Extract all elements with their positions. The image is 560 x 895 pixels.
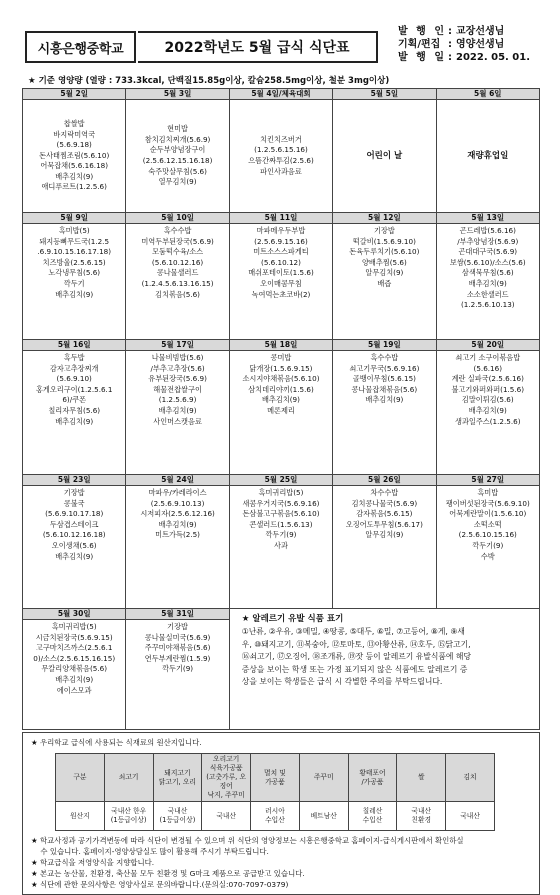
day-menu — [126, 100, 229, 213]
menu-item: 곤대대구국(5.6.9) — [458, 247, 518, 257]
menu-item: 김치콩나물국(5.6.9) — [351, 498, 418, 508]
day-menu — [436, 351, 539, 475]
publisher-label: 발 행 인 — [398, 26, 444, 37]
menu-item: 참치김치찌개(5.6.9) — [144, 134, 211, 144]
day-header: 5월 12일 — [333, 213, 436, 224]
menu-item: 돈삼불고구볶음(5.6.10) — [242, 509, 320, 519]
day-header: 5월 27일 — [436, 475, 539, 486]
menu-item: 흑미귀리밥(5) — [258, 488, 304, 497]
menu-item: 흑수수밥 — [370, 353, 399, 362]
day-menu — [126, 620, 229, 730]
day-menu — [333, 100, 436, 213]
origin-header-cell: 쌀 — [397, 754, 446, 802]
menu-item: (2.5.6.12.15.16.18) — [142, 156, 213, 165]
menu-item: 메론제리 — [267, 405, 295, 415]
date-value: 2022. 05. 01. — [456, 52, 531, 63]
menu-item: 어묵잡채(5.6.16.18) — [40, 161, 109, 171]
menu-item: (1.2.5.6.15.16) — [254, 145, 308, 155]
menu-item: 불고기와퍼와퍼(1.5.6) — [451, 384, 525, 394]
menu-item: 소떡소떡 — [473, 519, 502, 529]
menu-item: 마파우/카레라이스 — [148, 488, 207, 497]
menu-item: 콘샐러드(1.5.6.13) — [249, 519, 313, 529]
menu-item: 깍두기 — [63, 278, 85, 288]
note-line: ★ 식단에 관한 문의사항은 영양사실로 문의바랍니다.(문의실:070-7097-0379) — [31, 880, 289, 889]
menu-item: 수박 — [480, 551, 495, 561]
menu-item: (1.2.5.6.9) — [158, 395, 197, 405]
menu-item: 콩나물샐러드 — [156, 268, 199, 278]
menu-item: (2.5.6.10.15.16) — [458, 530, 517, 540]
menu-item: 흑두밥 — [63, 353, 85, 362]
menu-item: 순두부양념장구이 — [149, 145, 206, 155]
day-header: 5월 26일 — [333, 475, 436, 486]
menu-item: 배추김치(9) — [468, 278, 507, 288]
menu-item: 돈사태찜조림(5.6.10) — [39, 150, 110, 160]
note-line: ★ 학교급식을 저영양식을 지향합니다. — [31, 858, 155, 867]
day-header: 5월 19일 — [333, 340, 436, 351]
menu-item: 미트가득(2.5) — [155, 530, 200, 540]
day-header: 5월 25일 — [229, 475, 332, 486]
menu-item: 미트소스스파게티 — [253, 247, 309, 257]
origin-header-row — [56, 754, 495, 802]
menu-item: 김치볶음(5.6) — [155, 289, 200, 299]
allergy-line: 상을 보이는 학생들은 급식 시 각별한 주의를 부탁드립니다. — [241, 677, 443, 687]
header — [22, 22, 540, 72]
menu-item: 모둠떡수육/소스 — [152, 247, 204, 257]
menu-item: 녹여먹는초코바(2) — [251, 289, 311, 299]
menu-item: 현미밥 — [167, 124, 188, 134]
menu-item: 감자볶음(5.6.15) — [356, 509, 413, 519]
menu-item: 흑미밥(5) — [58, 226, 90, 235]
menu-item: (2.5.6.9.10.13) — [150, 498, 205, 508]
menu-item: 배추김치(9) — [55, 551, 94, 561]
note-line: ★ 본교는 농산물, 친환경, 축산물 모두 친환경 및 G마크 제품으로 공급받고 있습니다. — [31, 869, 305, 878]
menu-item: 계란 실파국(2.5.6.16) — [451, 374, 524, 384]
allergy-line: 증상을 보이는 학생 또는 가정 표기되지 않은 식품에도 알레르기 증 — [241, 664, 468, 674]
origin-header-cell: 김치 — [446, 754, 495, 802]
menu-item: (5.6.16) — [473, 363, 503, 373]
menu-item: 쇠고기무국(5.6.9.16) — [349, 363, 420, 373]
origin-value-cell: 국내산 한우 (1등급이상) — [104, 802, 153, 831]
menu-item: 골뱅이무침(5.6.15) — [352, 374, 416, 384]
menu-item: 배추김치(9) — [468, 405, 507, 415]
menu-item: 나물비빔밥(5.6) — [151, 353, 204, 362]
menu-item: 으뜸간짜투김(2.5.6) — [248, 156, 314, 165]
day-header: 5월 2일 — [23, 89, 126, 100]
menu-item: 생과일주스(1.2.5.6) — [455, 416, 521, 426]
day-header: 5월 18일 — [229, 340, 332, 351]
editor-row: 기획/편집 : 영양선생님 — [398, 39, 505, 50]
menu-item: 배추김치(9) — [55, 289, 94, 299]
menu-item: 배추김치(9) — [158, 519, 197, 529]
menu-item: 감자고추장찌개 — [49, 363, 99, 373]
allergy-line: ⑯쇠고기, ⑰오징어, ⑱조개류, ⑲잣 등이 알레르기 유발식품에 해당 — [241, 652, 471, 662]
menu-item: 어린이 날 — [366, 150, 403, 161]
origin-value-cell: 국내산 (1등급이상) — [153, 802, 202, 831]
menu-item: 기장밥 — [373, 226, 395, 235]
menu-item: (5.6.10.12) — [261, 257, 301, 267]
menu-item: 콩나물잡채볶음(5.6) — [351, 384, 418, 394]
day-menu — [229, 351, 332, 475]
menu-item: 팽이버섯된장국(5.6.9.10) — [445, 498, 530, 508]
menu-item: 재량휴업일 — [467, 150, 509, 161]
menu-item: 흑수수밥 — [163, 226, 192, 235]
menu-item: (5.6.9.10.17.18) — [45, 509, 104, 519]
menu-item: 흑미귀리밥(5) — [51, 622, 97, 631]
day-menu — [23, 351, 126, 475]
menu-item: 애디푸르트(1.2.5.6) — [41, 182, 107, 192]
day-header: 5월 10일 — [126, 213, 229, 224]
menu-item: (5.6.10.12.16) — [151, 257, 204, 267]
menu-item: (1.2.4.5.6.13.16.15) — [141, 278, 214, 288]
menu-item: 흑미밥 — [477, 488, 499, 497]
day-menu — [23, 224, 126, 340]
allergy-line: ①난류, ②우유, ③메밀, ④땅콩, ⑤대두, ⑥밀, ⑦고등어, ⑧게, ⑨새 — [241, 627, 465, 637]
menu-item: 열무김치(9) — [158, 177, 197, 187]
origin-value-cell: 칠레산 수입산 — [348, 802, 397, 831]
origin-header-cell: 황태포어 /가공품 — [348, 754, 397, 802]
menu-item: 떡갈비(1.5.6.9.10) — [352, 236, 416, 246]
day-menu — [23, 620, 126, 730]
sheet-title: 2022학년도 5월 급식 식단표 — [138, 31, 378, 63]
editor-value: 영양선생님 — [456, 39, 505, 50]
menu-item: 콩불국 — [63, 498, 85, 508]
menu-item: (5.6.9.18) — [56, 140, 92, 150]
menu-item: 에이스모과 — [56, 685, 92, 695]
menu-item: 오이생채(5.6) — [51, 540, 97, 550]
menu-item: 연두부계란찜(1.5.9) — [144, 653, 211, 663]
menu-item: 찹쌀밥 — [63, 118, 85, 128]
allergy-line: 우, ⑩돼지고기, ⑪복숭아, ⑫토마토, ⑬아황산류, ⑭호두, ⑮닭고기, — [241, 639, 471, 649]
menu-item: 시금치된장국(5.6.9.15) — [35, 632, 113, 642]
menu-item: 소시지야채볶음(5.6.10) — [242, 374, 320, 384]
menu-item: 기장밥 — [167, 622, 188, 631]
menu-item: 배추김치(9) — [55, 416, 94, 426]
menu-item: 돼지등뼈무드국(1.2.5 — [39, 236, 110, 246]
menu-item: 6)/쿠폰 — [62, 395, 87, 405]
day-header: 5월 31일 — [126, 609, 229, 620]
menu-item: 유부된장국(5.6.9) — [148, 374, 207, 384]
day-header: 5월 24일 — [126, 475, 229, 486]
publisher-row: 발 행 인 : 교장선생님 — [398, 26, 505, 37]
menu-item: 콩나물실미국(5.6.9) — [144, 632, 211, 642]
note-lines — [31, 835, 529, 890]
note-line: ★ 학교사정과 공기가격변동에 따라 식단이 변경될 수 있으며 위 식단의 영양정보는 시흥은행중학교 홈페이지-급식게시판에서 확인하실 — [31, 836, 464, 845]
menu-item: 오징어도투무침(5.6.17) — [345, 519, 423, 529]
menu-item: 두삼겹스테이크 — [49, 519, 99, 529]
menu-item: 치킨치즈버거 — [260, 134, 302, 144]
menu-item: 어묵계란말이(1.5.6.10) — [449, 509, 527, 519]
day-header: 5월 6일 — [436, 89, 539, 100]
menu-item: /부추고추장(5.6) — [150, 363, 205, 373]
menu-item: 배추김치(9) — [55, 171, 94, 181]
day-header: 5월 23일 — [23, 475, 126, 486]
day-menu — [229, 100, 332, 213]
menu-item: 사인머스캣음료 — [153, 416, 202, 426]
menu-item: 보쌈(5.6.10)/소스(5.6) — [449, 257, 526, 267]
menu-item: 새콤우거지국(5.6.9.16) — [242, 498, 320, 508]
menu-item: 알무김치(9) — [365, 268, 404, 278]
menu-item: 돈육두루치기(5.6.10) — [349, 247, 420, 257]
origin-value-cell: 베트남산 — [299, 802, 348, 831]
menu-item: 기장밥 — [63, 488, 85, 497]
date-row: 발 행 일 : 2022. 05. 01. — [398, 52, 531, 63]
menu-item: 칠리자무침(5.6) — [48, 405, 101, 415]
menu-item: 깍두기(9) — [162, 664, 194, 674]
day-menu — [333, 351, 436, 475]
origin-header-cell: 구분 — [56, 754, 105, 802]
menu-item: 무칼리양채볶음(5.6) — [41, 664, 108, 674]
menu-item: 파인사과음료 — [260, 166, 302, 176]
publisher-value: 교장선생님 — [456, 26, 505, 37]
menu-item: 깍두기(9) — [472, 540, 504, 550]
day-menu — [229, 486, 332, 609]
editor-label: 기획/편집 — [398, 39, 441, 50]
day-header: 5월 3일 — [126, 89, 229, 100]
day-menu — [436, 100, 539, 213]
menu-item: 양배추찜(5.6) — [361, 257, 407, 267]
menu-item: 고구마치즈까스(2.5.6.1 — [35, 643, 113, 653]
menu-item: 주꾸미야채볶음(5.6) — [144, 643, 211, 653]
day-header: 5월 17일 — [126, 340, 229, 351]
origin-header-cell: 멸치 및 가공품 — [251, 754, 300, 802]
menu-item: 곤드레밥(5.6.16) — [459, 226, 516, 235]
origin-header-cell: 주꾸미 — [299, 754, 348, 802]
school-name: 시흥은행중학교 — [25, 31, 136, 63]
menu-item: (2.5.6.9.15.16) — [254, 236, 308, 246]
menu-item: 배즙 — [377, 278, 392, 288]
origin-header-cell: 오리고기 식육가공품 (고춧가루, 오징어 낙지, 주꾸미 — [202, 754, 251, 802]
menu-item: 배추김치(9) — [261, 395, 300, 405]
menu-item: (5.6.10.12.16.18) — [42, 530, 106, 540]
menu-item: 사과 — [274, 540, 288, 550]
menu-item: 깍두기(9) — [265, 530, 297, 540]
menu-item: (5.6.9.10) — [56, 374, 92, 384]
menu-item: 0)/소스(2.5.6.15.16.15) — [33, 653, 116, 663]
day-menu — [23, 100, 126, 213]
menu-item: 노각냉무침(5.6) — [48, 268, 101, 278]
menu-item: 치즈방울(2.5.6.15) — [42, 257, 106, 267]
menu-item: .6.9.10.15.16.17.18) — [37, 247, 112, 257]
day-menu — [126, 351, 229, 475]
day-header: 5월 11일 — [229, 213, 332, 224]
origin-value-cell: 국내산 친환경 — [397, 802, 446, 831]
origin-value-cell: 국내산 — [446, 802, 495, 831]
notes-box — [22, 732, 540, 895]
menu-item: 매쉬포테이토(1.5.6) — [248, 268, 314, 278]
day-header: 5월 13일 — [436, 213, 539, 224]
menu-item: 배추김치(9) — [158, 405, 197, 415]
menu-item: 삼치데리야끼(1.5.6) — [248, 384, 314, 394]
origin-value-row — [56, 802, 495, 831]
menu-item: 배추김치(9) — [55, 674, 94, 684]
day-header: 5월 9일 — [23, 213, 126, 224]
nutrition-standard: ★ 기준 영양량 (열량 : 733.3kcal, 단백질15.85g이상, 칼슘258.5mg이상, 철분 3mg이상) — [28, 76, 390, 86]
menu-item: 차수수밥 — [370, 488, 399, 497]
origin-intro: ★ 우리학교 급식에 사용되는 식재료의 원산지입니다. — [31, 738, 202, 747]
day-header: 5월 5일 — [333, 89, 436, 100]
day-menu — [126, 486, 229, 609]
day-header: 5월 16일 — [23, 340, 126, 351]
menu-item: 소소한샐러드 — [466, 289, 509, 299]
note-line: 수 있습니다. 홈페이지-영양상담실도 많이 활용해 주시기 부탁드립니다. — [31, 847, 269, 856]
menu-item: 배추김치(9) — [365, 395, 404, 405]
origin-value-cell: 국내산 — [202, 802, 251, 831]
day-menu — [126, 224, 229, 340]
menu-item: 해물전찹쌀구이 — [153, 384, 202, 394]
menu-item: 오이매콤무침 — [260, 278, 302, 288]
menu-item: 마파메우두부밥 — [256, 226, 306, 235]
day-menu — [436, 224, 539, 340]
day-header: 5월 30일 — [23, 609, 126, 620]
day-menu — [436, 486, 539, 609]
origin-header-cell: 돼지고기 닭고기, 오리 — [153, 754, 202, 802]
publication-info — [398, 25, 548, 64]
origin-value-cell: 러시아 수입산 — [251, 802, 300, 831]
menu-item: 미역두부된장국(5.6.9) — [141, 236, 214, 246]
day-header: 5월 20일 — [436, 340, 539, 351]
allergy-notice — [229, 609, 539, 730]
date-label: 발 행 일 — [398, 52, 444, 63]
menu-item: 콩미밥 — [270, 353, 292, 362]
menu-item: /부추양념장(5.6.9) — [457, 236, 519, 246]
origin-header-cell: 쇠고기 — [104, 754, 153, 802]
menu-sheet — [22, 22, 540, 895]
day-menu — [23, 486, 126, 609]
day-menu — [333, 224, 436, 340]
day-menu — [333, 486, 436, 609]
day-header: 5월 4일/체육대회 — [229, 89, 332, 100]
menu-item: 시저피자(2.5.6.12.16) — [140, 509, 215, 519]
menu-item: 쇠고기 소구이볶음밥 — [455, 353, 521, 362]
menu-item: 닭개장(1.5.6.9.15) — [249, 363, 313, 373]
menu-item: 삼색묵무침(5.6) — [461, 268, 514, 278]
menu-item: 알무김치(9) — [365, 530, 404, 540]
day-menu — [229, 224, 332, 340]
menu-item: 바지락미역국 — [53, 129, 96, 139]
allergy-title: ★ 알레르기 유발 식품 표기 — [241, 614, 344, 624]
menu-item: 김말이튀김(5.6) — [461, 395, 514, 405]
menu-item: 숙주맛살무침(5.6) — [148, 166, 207, 176]
origin-table — [55, 753, 495, 831]
origin-value-cell: 원산지 — [56, 802, 105, 831]
menu-calendar — [22, 88, 540, 730]
menu-item: 홍게오리구이(1.2.5.6.1 — [35, 384, 113, 394]
menu-item: (1.2.5.6.10.13) — [460, 300, 515, 310]
